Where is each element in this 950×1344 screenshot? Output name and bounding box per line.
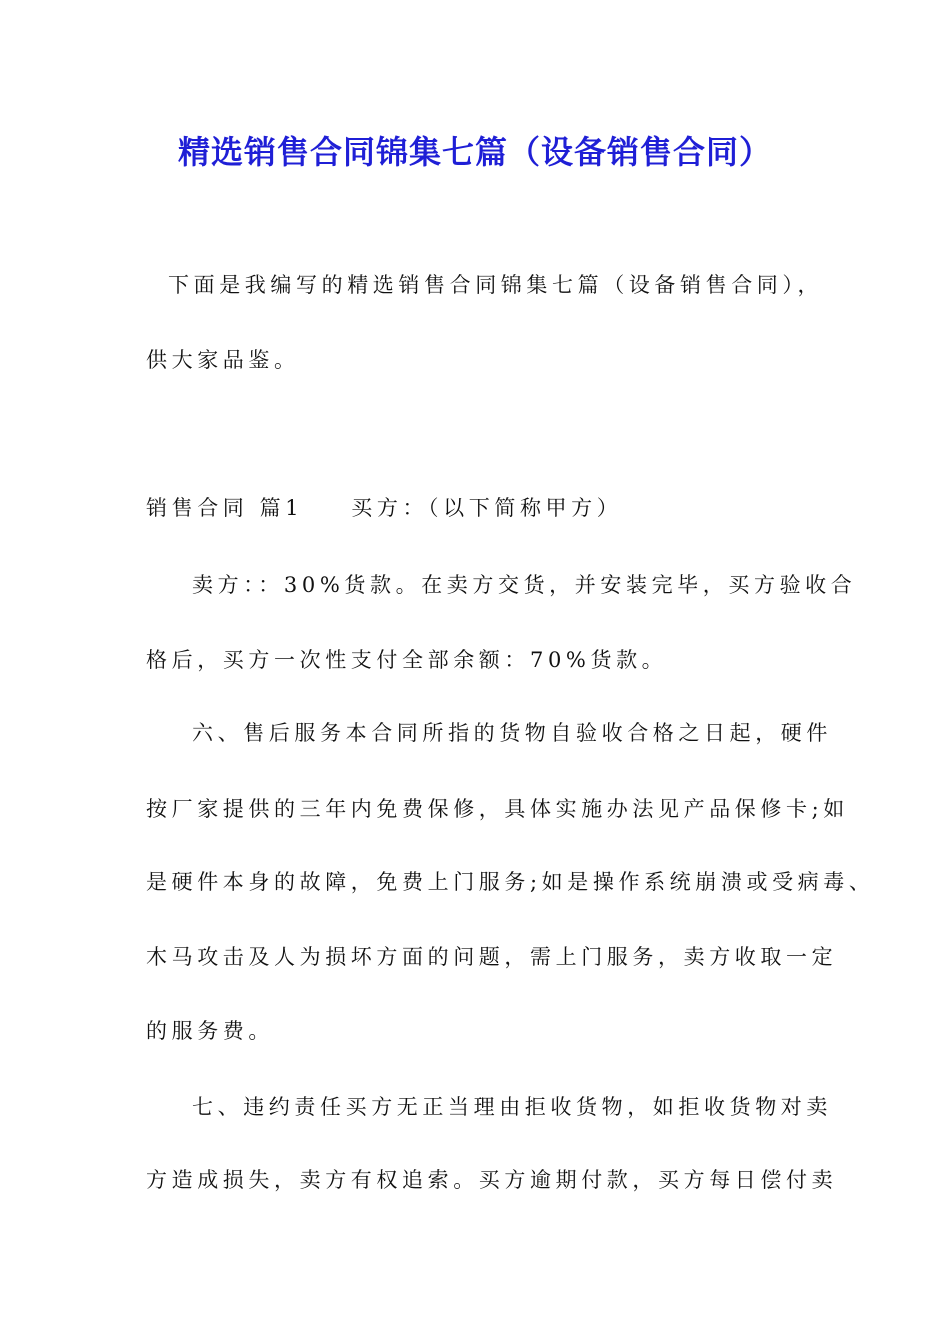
paragraph-1-line-2: 格后，买方一次性支付全部余额：70%货款。: [146, 648, 668, 672]
paragraph-1-line-1: 卖方：：30%货款。在卖方交货，并安装完毕，买方验收合: [192, 573, 857, 597]
buyer-line: 买方：（以下简称甲方）: [351, 496, 623, 520]
document-title: 精选销售合同锦集七篇（设备销售合同）: [177, 133, 772, 171]
paragraph-2-line-2: 按厂家提供的三年内免费保修，具体实施办法见产品保修卡;如: [146, 797, 849, 821]
intro-line-2: 供大家品鉴。: [146, 348, 300, 372]
paragraph-3-line-2: 方造成损失，卖方有权追索。买方逾期付款，买方每日偿付卖: [146, 1168, 838, 1192]
paragraph-2-line-1: 六、售后服务本合同所指的货物自验收合格之日起，硬件: [192, 721, 832, 745]
paragraph-3-line-1: 七、违约责任买方无正当理由拒收货物，如拒收货物对卖: [192, 1095, 832, 1119]
section-heading: 销售合同 篇1: [146, 496, 304, 520]
paragraph-2-line-5: 的服务费。: [146, 1019, 274, 1043]
section-heading-line: [146, 493, 622, 523]
intro-line-1: 下面是我编写的精选销售合同锦集七篇（设备销售合同），: [168, 273, 824, 297]
paragraph-2-line-4: 木马攻击及人为损坏方面的问题，需上门服务，卖方收取一定: [146, 945, 838, 969]
paragraph-2-line-3: 是硬件本身的故障，免费上门服务;如是操作系统崩溃或受病毒、: [146, 870, 875, 894]
